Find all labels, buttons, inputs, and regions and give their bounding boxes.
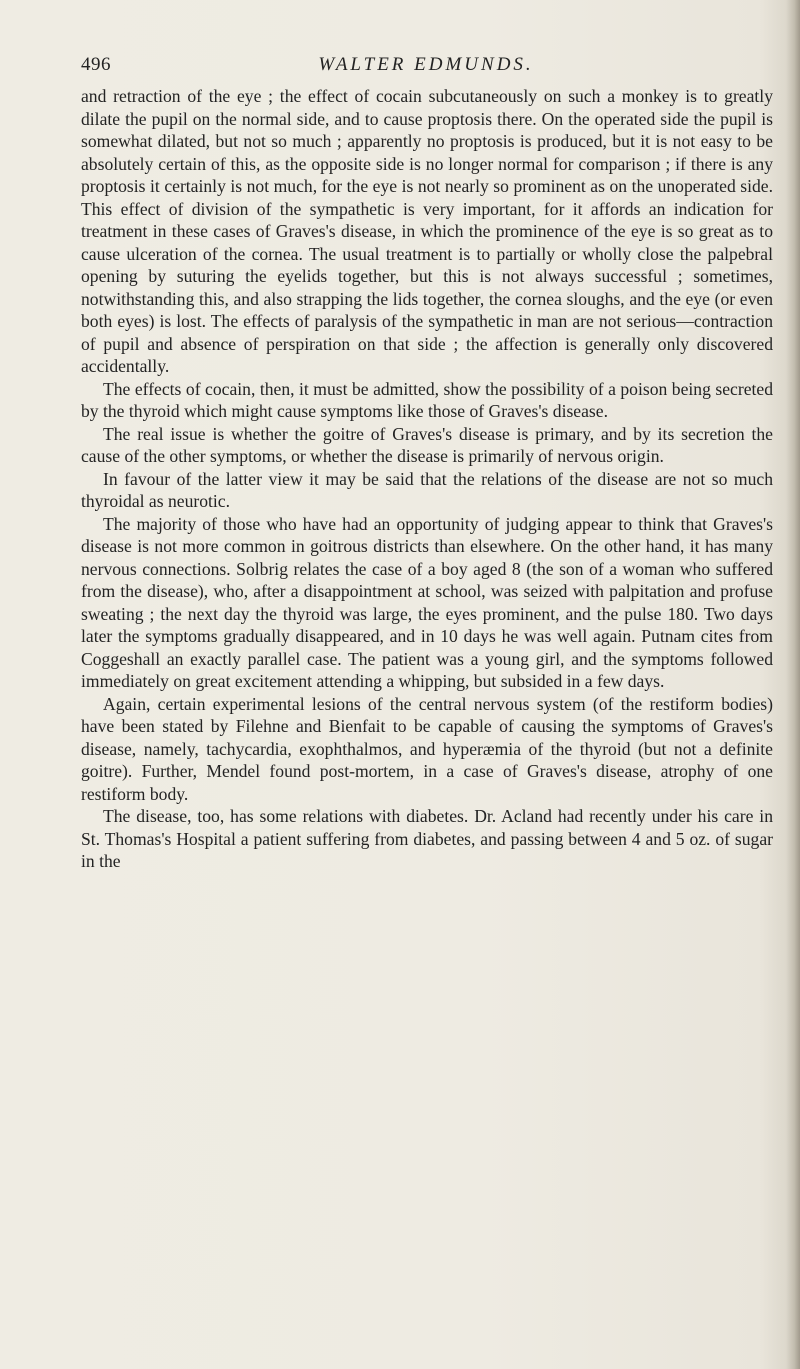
- paragraph: The disease, too, has some relations with diabetes. Dr. Acland had recently under his care in St. Thomas's Hospital a patient suffering from diabetes, and passing between 4 and 5 oz. of sugar in the: [81, 806, 773, 871]
- paragraph: The majority of those who have had an opportunity of judging appear to think that Graves's disease is not more common in goitrous districts than elsewhere. On the other hand, it has many nervous connections. Solbrig relates the case of a boy aged 8 (the son of a woman who suffered from the disease), who, after a disappointment at school, was seized with palpitation and profuse sweating ; the next day the thyroid was large, the eyes prominent, and the pulse 180. Two days later the symptoms gradually disappeared, and in 10 days he was well again. Putnam cites from Coggeshall an exactly parallel case. The patient was a young girl, and the symptoms followed immediately on great excitement attending a whipping, but subsided in a few days.: [81, 513, 773, 691]
- page-number: 496: [81, 54, 111, 75]
- paragraph: and retraction of the eye ; the effect of cocain subcutaneously on such a monkey is to greatly dilate the pupil on the normal side, and to cause proptosis there. On the operated side the pupil is somewhat dilated, but not so much ; apparently no proptosis is produced, but it is not easy to be absolutely certain of this, as the opposite side is no longer normal for comparison ; if there is any proptosis it certainly is not much, for the eye is not nearly so prominent as on the unoperated side. This effect of division of the sympathetic is very important, for it affords an indication for treatment in these cases of Graves's disease, in which the prominence of the eye is so great as to cause ulceration of the cornea. The usual treatment is to partially or wholly close the palpebral opening by suturing the eyelids together, but this is not always successful ; sometimes, notwithstanding this, and also strapping the lids together, the cornea sloughs, and the eye (or even both eyes) is lost. The effects of paralysis of the sympathetic in man are not serious—contraction of pupil and absence of perspiration on that side ; the affection is generally only discovered accidentally.: [81, 86, 773, 376]
- page-edge-shadow: [786, 0, 800, 1369]
- paragraph: In favour of the latter view it may be said that the relations of the disease are not so much thyroidal as neurotic.: [81, 468, 773, 511]
- paragraph: The real issue is whether the goitre of Graves's disease is primary, and by its secretion the cause of the other symptoms, or whether the disease is primarily of nervous origin.: [81, 423, 773, 466]
- page-header: [81, 50, 771, 84]
- body-text: [81, 85, 773, 873]
- paragraph: The effects of cocain, then, it must be admitted, show the possibility of a poison being secreted by the thyroid which might cause symptoms like those of Graves's disease.: [81, 378, 773, 421]
- paragraph: Again, certain experimental lesions of the central nervous system (of the restiform bodies) have been stated by Filehne and Bienfait to be capable of causing the symptoms of Graves's disease, namely, tachycardia, exophthalmos, and hyperæmia of the thyroid (but not a definite goitre). Further, Mendel found post-mortem, in a case of Graves's disease, atrophy of one restiform body.: [81, 693, 773, 804]
- running-head: WALTER EDMUNDS.: [318, 54, 534, 75]
